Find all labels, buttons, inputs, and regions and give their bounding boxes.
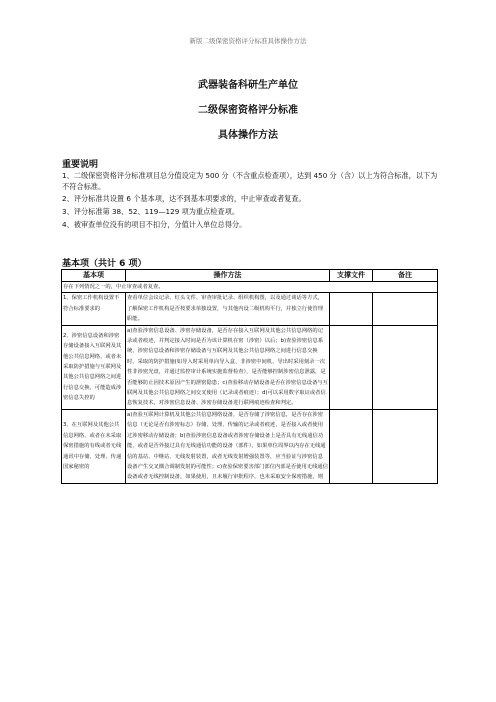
- table-header-row: [62, 270, 438, 282]
- row-2-method: a)查验涉密信息设备、涉密存储设备，是否存在接入互联网及其他公共信息网络的记录或者痕迹，并判定接入时间是否为该计算机在密（涉密）以后；b)查验涉密信息系统、涉密信息设备和涉密存储设备与互联网及其他公共信息网络之间进行信息交换时，采取的防护措施(如导入时采用单向导入盒、非涉密中间机、导出时采用刻录一次性非涉密光盘，并通过监控审计系统实施监督检查），是否能够控制涉密信息泄露，是否能够防止因技术原因产生的泄密隐患；c)查验移动存储设备是否在涉密信息设备与互联网及其他公共信息网络之间交叉使用（记录或者痕迹）；d)可以采用数字取证或者信息恢复技术，对涉密信息设备、涉密存储设备进行联网痕迹检查和判定。: [126, 325, 330, 409]
- note-item-4: 4、被审查单位没有的项目不扣分，分值计入单位总得分。: [62, 220, 247, 229]
- span-row-text: 存在下列情况之一的，中止审查或者复查。: [62, 282, 438, 293]
- header-remarks: 备注: [373, 270, 438, 282]
- note-item-2: 2、评分标准共设置 6 个基本项，达不到基本项要求的，中止审查或者复查。: [62, 194, 306, 203]
- row-1-method: 查看单位会议记录、红头文件、审查审批记录、组织机构图，以及通过谈话等方式，了解保密工作机构是否按要求单独设置，与其他内设二级机构平行，并独立行使管理职能。: [126, 293, 330, 325]
- row-3-support: [330, 409, 373, 483]
- page-header: 新版二级保密资格评分标准具体操作方法: [189, 37, 307, 45]
- title-line-3: 具体操作方法: [218, 130, 278, 141]
- row-3-method: a)查验互联网计算机及其他公共信息网络设备，是否存储了涉密信息，是否存在涉密信息（无论是否有涉密标志）存储、处理、传输的记录或者痕迹，是否接入或者使用过涉密移动存储设备；b)查验涉密信息设备或者涉密存储设备上是否具有无线通信功能，或者是否外接过具有无线通信功能的设备（部件），如果单位周界以内存在无线通信的基站、中继站、无线发射装置，或者无线发射增强装置等，应当验证与涉密信息设备产生交叉耦合调制发射的可能性；c)查验保密要害部门部位内部是否使用无线通信设备或者无线控制设备，如果使用，且未履行审批程序，也未采取安全保密措施，则: [126, 409, 330, 483]
- row-1-item: 1、保密工作机构设置不符合标准要求的: [62, 293, 126, 325]
- basic-items-table: [61, 269, 438, 484]
- note-item-1: 1、二级保密资格评分标准项目总分值设定为 500 分（不含重点检查项），达到 450 分（含）以上为符合标准，以下为不符合标准。: [62, 171, 438, 191]
- row-2-item: 2、涉密信息设备和涉密存储设备接入互联网及其他公共信息网络，或者未采取防护措施与互联网及其他公共信息网络之间进行信息交换，可能造成涉密信息失控的: [62, 325, 126, 409]
- header-support-doc: 支撑文件: [330, 270, 373, 282]
- header-method: 操作方法: [126, 270, 330, 282]
- basic-heading: 基本项（共计 6 项）: [62, 259, 147, 269]
- notes-heading: 重要说明: [62, 160, 99, 170]
- row-3-item: 3、在互联网及其他公共信息网络、或者在未采取保密措施的有线或者无线通讯中存储、处理、传递国家秘密的: [62, 409, 126, 483]
- span-row: [62, 282, 438, 293]
- row-1-remarks: [373, 293, 438, 325]
- header-basic-item: 基本项: [62, 270, 126, 282]
- table-row: [62, 325, 438, 409]
- note-item-3: 3、评分标准第 38、52、119—129 项为重点检查项。: [62, 207, 240, 216]
- table-row: [62, 409, 438, 483]
- row-2-remarks: [373, 325, 438, 409]
- table-row: [62, 293, 438, 325]
- title-line-1: 武器装备科研生产单位: [198, 80, 298, 91]
- row-1-support: [330, 293, 373, 325]
- title-line-2: 二级保密资格评分标准: [198, 105, 298, 116]
- row-2-support: [330, 325, 373, 409]
- row-3-remarks: [373, 409, 438, 483]
